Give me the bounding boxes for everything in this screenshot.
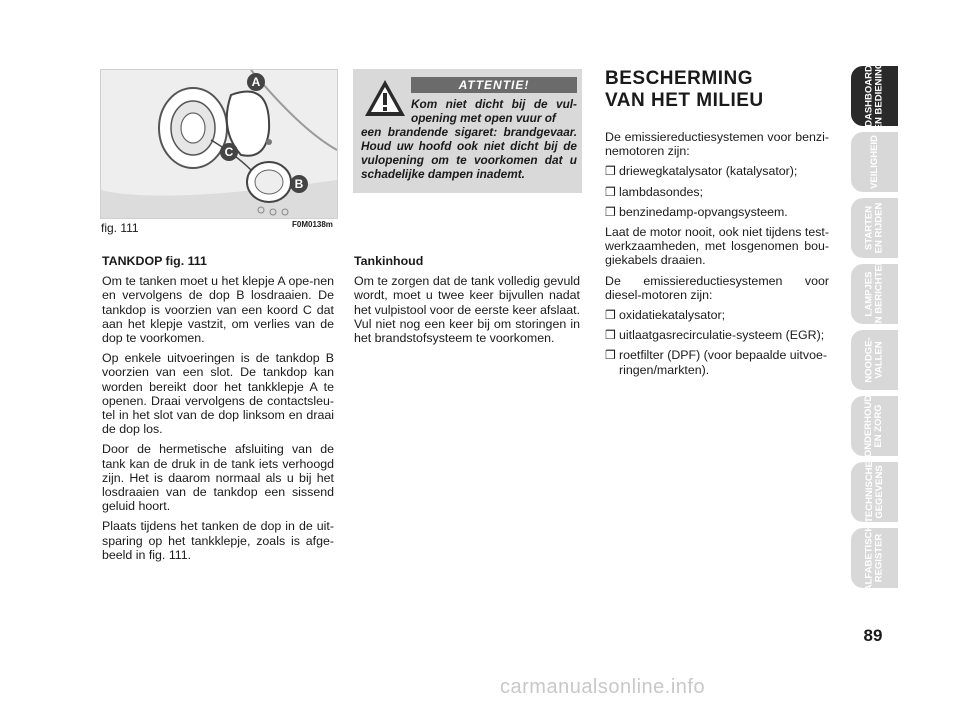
page-title bbox=[605, 68, 835, 112]
tab-technische[interactable]: TECHNISCHE GEGEVENS bbox=[851, 462, 898, 522]
figure-caption: fig. 111 bbox=[101, 221, 139, 235]
tab-dashboard[interactable]: DASHBOARD EN BEDIENING bbox=[851, 66, 898, 126]
checkbox-bullet-icon: ❒ bbox=[605, 308, 616, 323]
label-c: C bbox=[224, 145, 234, 159]
paragraph: Door de hermetische afsluiting van de tank kan de druk in de tank iets verhoogd zijn. Het is daarom normaal als u bij het losdraaien van de tankdop een sissend geluid hoort. bbox=[102, 442, 334, 514]
warning-line-1: Kom niet dicht bij de vul-opening met open vuur of bbox=[411, 97, 577, 125]
paragraph: De emissiereductiesystemen voor benzi-nemotoren zijn: bbox=[605, 130, 829, 159]
tab-noodgevallen[interactable]: NOODGE- VALLEN bbox=[851, 330, 898, 390]
warning-title: ATTENTIE! bbox=[411, 77, 577, 93]
warning-line-2: een brandende sigaret: brandgevaar. Houd uw hoofd ook niet dicht bij de vulopening om te voorkomen dat u schadelijke dampen inademt. bbox=[361, 125, 577, 181]
page-title-line-2: VAN HET MILIEU bbox=[605, 90, 764, 111]
tab-register[interactable]: ALFABETISCH REGISTER bbox=[851, 528, 898, 588]
tab-onderhoud[interactable]: ONDERHOUD EN ZORG bbox=[851, 396, 898, 456]
checkbox-bullet-icon: ❒ bbox=[605, 328, 616, 343]
checkbox-bullet-icon: ❒ bbox=[605, 164, 616, 179]
fuel-cap-figure bbox=[100, 69, 338, 219]
paragraph: Op enkele uitvoeringen is de tankdop B voorzien van een slot. De tankdop kan worden bereikt door het tankklepje A te openen. Draai vervolgens de contactsleu-tel in het slot van de dop linksom en draai de dop los. bbox=[102, 351, 334, 437]
paragraph: Plaats tijdens het tanken de dop in de uit-sparing op het tankklepje, zoals is afge-beeld in fig. 111. bbox=[102, 519, 334, 562]
tab-veiligheid[interactable]: VEILIGHEID bbox=[851, 132, 898, 192]
checkbox-bullet-icon: ❒ bbox=[605, 184, 616, 199]
column-milieu bbox=[605, 130, 829, 383]
paragraph: Om te zorgen dat de tank volledig gevuld wordt, moet u twee keer bijvullen nadat het vulpistool voor de eerste keer afslaat. Vul niet nog een keer bij om storingen in het brandstofsysteem te voorkomen. bbox=[354, 274, 580, 346]
warning-box bbox=[353, 69, 582, 193]
list-item: ❒ driewegkatalysator (katalysator); bbox=[605, 164, 798, 179]
page-number: 89 bbox=[863, 626, 883, 645]
checkbox-bullet-icon: ❒ bbox=[605, 348, 616, 363]
list-item: ❒ lambdasondes; bbox=[605, 184, 704, 199]
warning-text bbox=[361, 97, 577, 181]
section-heading-tankdop: TANKDOP fig. 111 bbox=[102, 254, 207, 268]
paragraph: De emissiereductiesystemen voor diesel-motoren zijn: bbox=[605, 273, 829, 302]
section-heading-tankinhoud: Tankinhoud bbox=[354, 254, 424, 268]
tab-starten[interactable]: STARTEN EN RIJDEN bbox=[851, 198, 898, 258]
page-title-line-1: BESCHERMING bbox=[605, 68, 754, 89]
list-item: ❒ oxidatiekatalysator; bbox=[605, 308, 726, 323]
fuel-cap-illustration bbox=[101, 70, 337, 218]
label-b: B bbox=[294, 177, 304, 191]
list-item: ❒ roetfilter (DPF) (voor bepaalde uitvoe-ringen/markten). bbox=[605, 348, 827, 377]
paragraph: Om te tanken moet u het klepje A ope-nen en vervolgens de dop B losdraaien. De tankdop is voorzien van een koord C dat aan het klepje vastzit, om verlies van de dop te voorkomen. bbox=[102, 274, 334, 346]
list-item: ❒ benzinedamp-opvangsysteem. bbox=[605, 204, 788, 219]
figure-code: F0M0138m bbox=[292, 220, 333, 229]
paragraph: Laat de motor nooit, ook niet tijdens test-werkzaamheden, met losgenomen bou-giekabels draaien. bbox=[605, 225, 829, 268]
checkbox-bullet-icon: ❒ bbox=[605, 204, 616, 219]
tab-lampjes[interactable]: LAMPJES EN BERICHTEN bbox=[851, 264, 898, 324]
column-tankinhoud bbox=[354, 254, 580, 351]
column-tankdop bbox=[102, 254, 334, 568]
label-a: A bbox=[251, 75, 261, 89]
list-item: ❒ uitlaatgasrecirculatie-systeem (EGR); bbox=[605, 328, 825, 343]
watermark: carmanualsonline.info bbox=[500, 676, 706, 698]
